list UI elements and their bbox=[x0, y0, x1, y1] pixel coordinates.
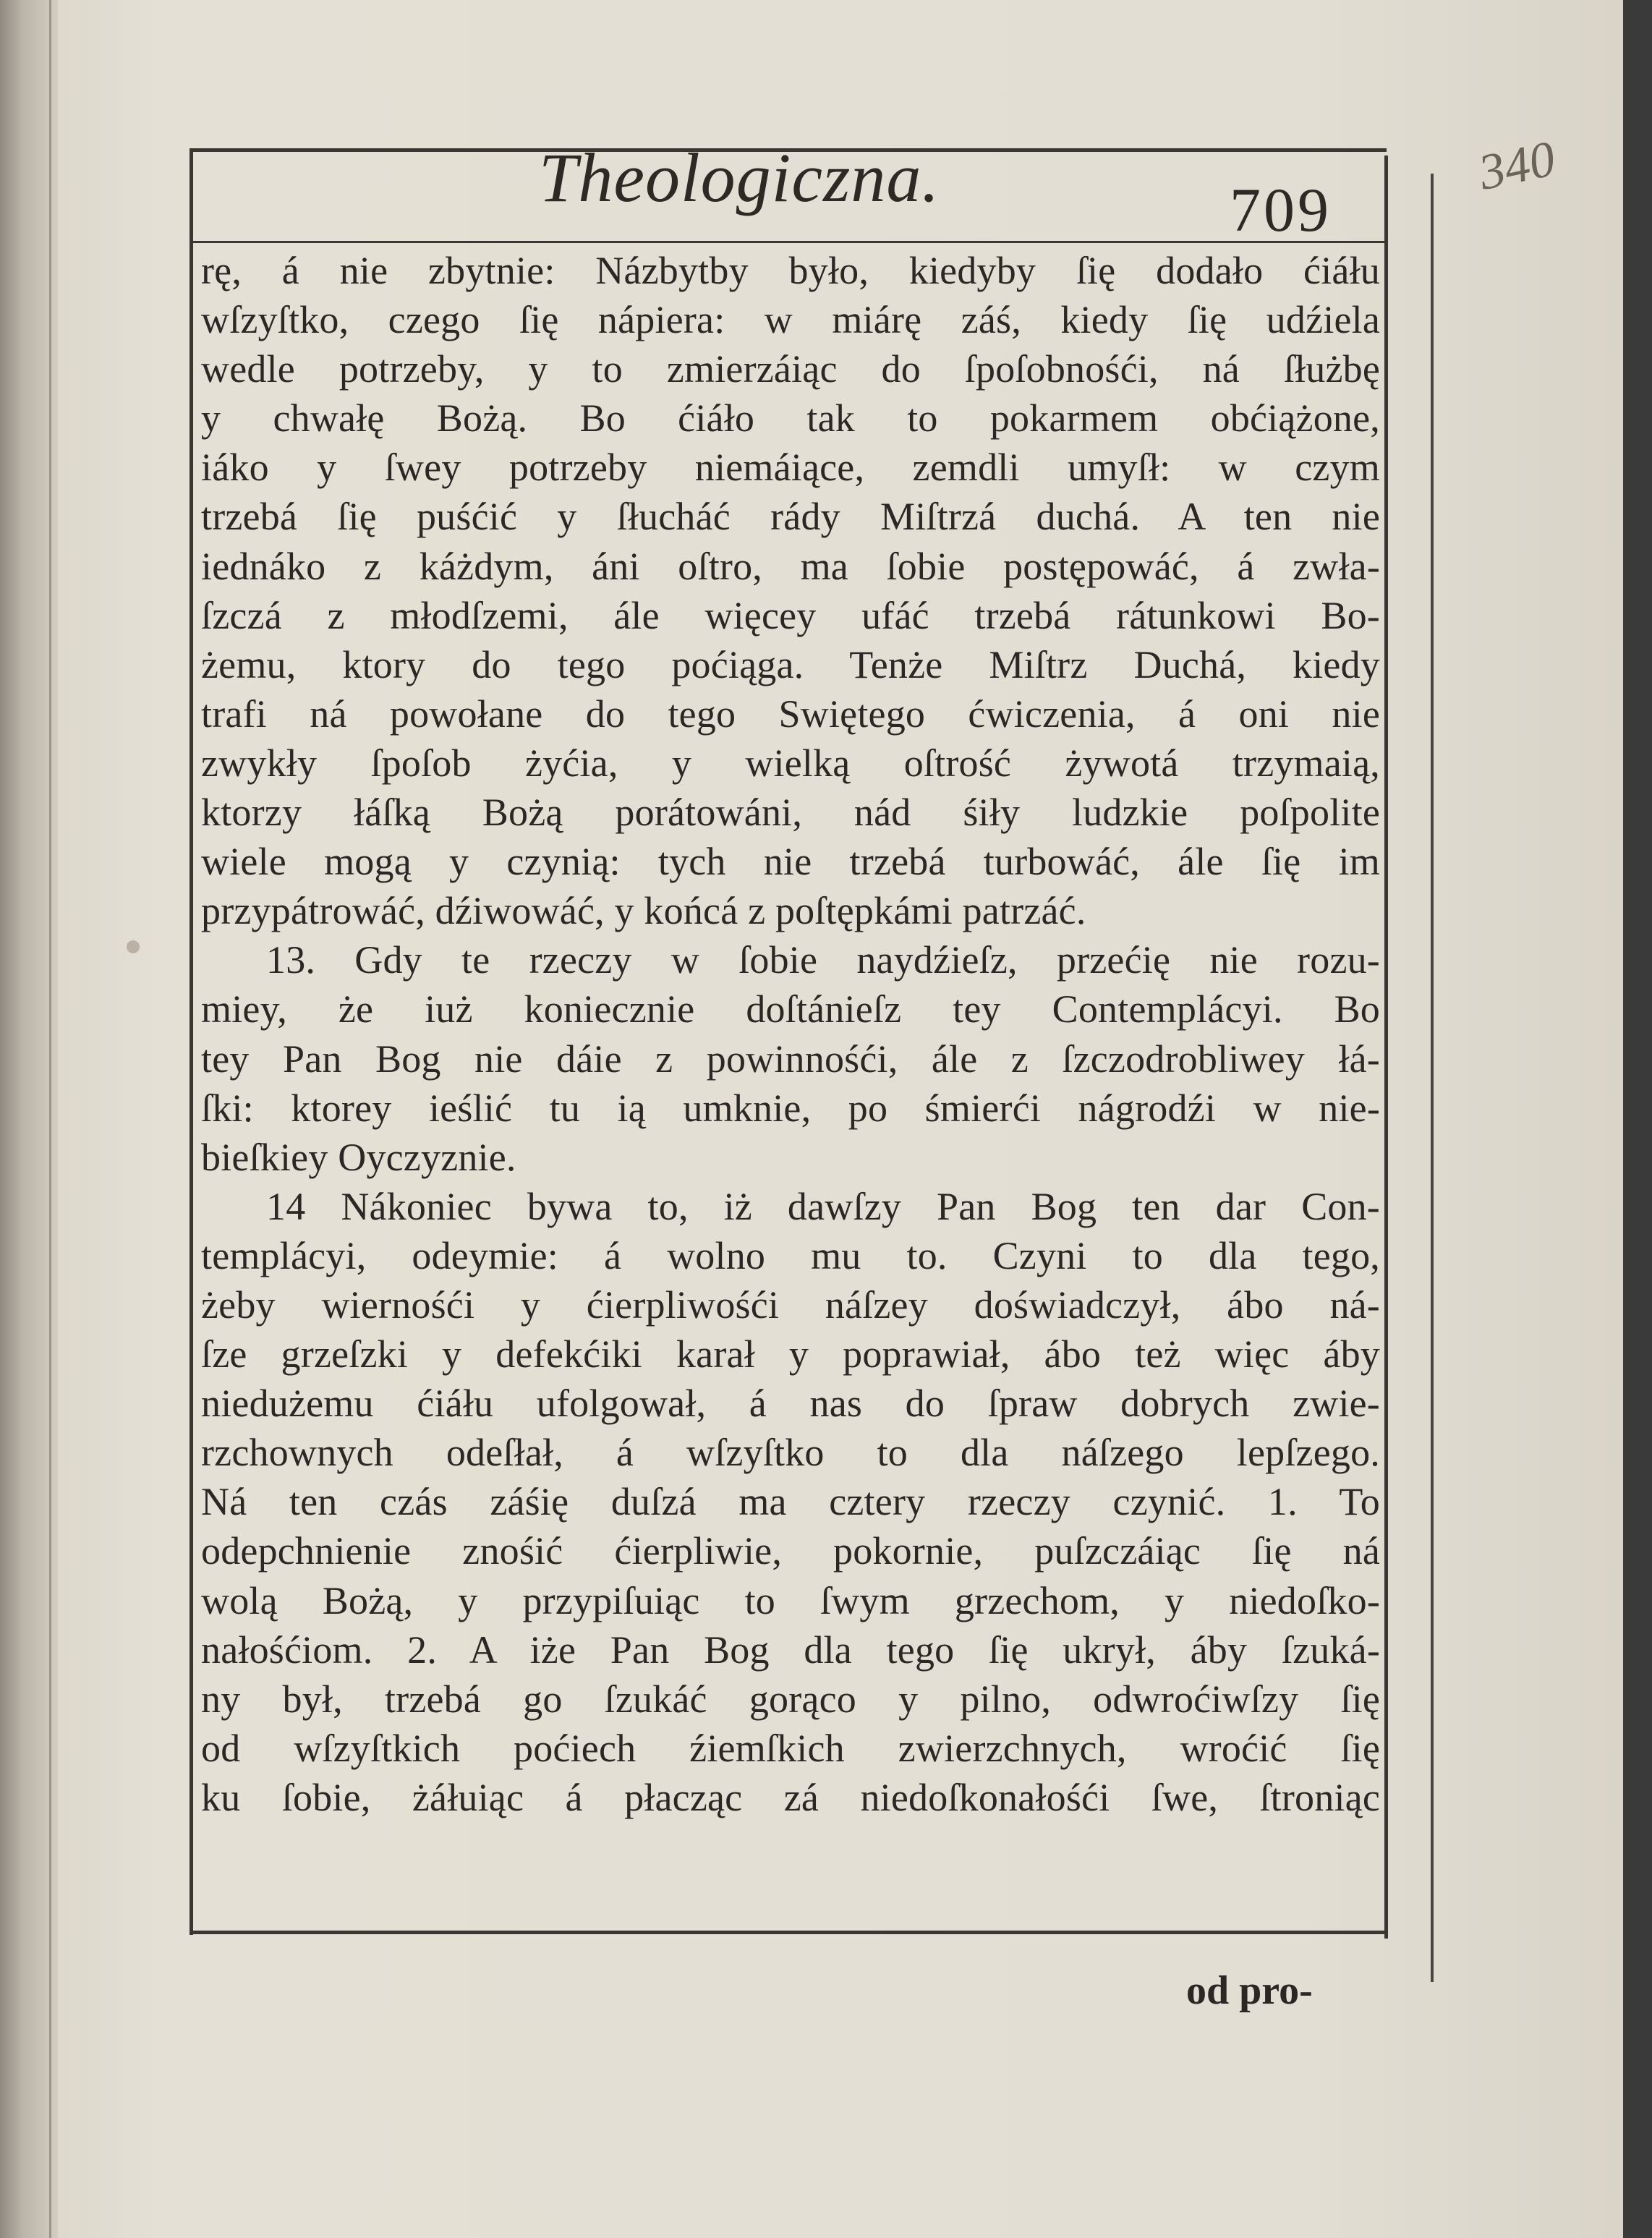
text-line: ktorzy łáſką Bożą porátowáni, nád śiły ludzkie poſpolite bbox=[201, 791, 1380, 835]
body-text bbox=[201, 246, 1380, 1822]
text-line: ſzczá z młodſzemi, ále więcey ufáć trzebá rátunkowi Bo- bbox=[201, 593, 1380, 637]
text-line: rzchownych odeſłał, á wſzyſtko to dla náſzego lepſzego. bbox=[201, 1431, 1380, 1475]
spine-edge bbox=[49, 0, 51, 2238]
text-line: od wſzyſtkich poćiech źiemſkich zwierzchnych, wroćić ſię bbox=[201, 1726, 1380, 1770]
text-line: odepchnienie znośić ćierpliwie, pokornie, puſzczáiąc ſię ná bbox=[201, 1529, 1380, 1573]
text-line: rę, á nie zbytnie: Názbytby było, kiedyby ſię dodało ćiáłu bbox=[201, 249, 1380, 292]
text-line: Ná ten czás záśię duſzá ma cztery rzeczy czynić. 1. To bbox=[201, 1480, 1380, 1524]
text-line: wiele mogą y czynią: tych nie trzebá turbowáć, ále ſię im bbox=[201, 840, 1380, 884]
frame-rule-right bbox=[1384, 156, 1388, 1939]
text-line: ſze grzeſzki y defekćiki karał y poprawiał, ábo też więc áby bbox=[201, 1332, 1380, 1377]
page-number: 709 bbox=[1230, 175, 1332, 244]
paper-stain bbox=[127, 940, 140, 953]
text-line: wedle potrzeby, y to zmierzáiąc do ſpoſobnośći, ná ſłużbę bbox=[201, 347, 1380, 391]
text-line: templácyi, odeymie: á wolno mu to. Czyni to dla tego, bbox=[201, 1233, 1380, 1277]
handwritten-archive-number: 340 bbox=[1474, 130, 1560, 202]
text-line: zwykły ſpoſob żyćia, y wielką oſtrość żywotá trzymaią, bbox=[201, 741, 1380, 785]
text-line: trzebá ſię puśćić y ſłucháć rády Miſtrzá duchá. A ten nie bbox=[201, 495, 1380, 539]
text-line: iáko y ſwey potrzeby niemáiące, zemdli umyſł: w czym bbox=[201, 446, 1380, 490]
text-line: iednáko z káżdym, áni oſtro, ma ſobie postępowáć, á zwła- bbox=[201, 544, 1380, 588]
text-line: miey, że iuż koniecznie doſtánieſz tey Contemplácyi. Bo bbox=[201, 987, 1380, 1031]
text-line: ſki: ktorey ieślić tu ią umknie, po śmierći nágrodźi w nie- bbox=[201, 1086, 1380, 1130]
text-line: niedużemu ćiáłu ufolgował, á nas do ſpraw dobrych zwie- bbox=[201, 1382, 1380, 1426]
text-line: żeby wiernośći y ćierpliwośći náſzey doświadczył, ábo ná- bbox=[201, 1282, 1380, 1327]
frame-rule-bottom bbox=[190, 1931, 1387, 1934]
paragraph-14-start: 14 Nákoniec bywa to, iż dawſzy Pan Bog ten dar Con- bbox=[266, 1184, 1380, 1228]
text-line: bieſkiey Oyczyznie. bbox=[201, 1135, 516, 1179]
frame-rule-header bbox=[190, 241, 1387, 243]
text-line: trafi ná powołane do tego Swiętego ćwiczenia, á oni nie bbox=[201, 692, 1380, 736]
text-line: wolą Bożą, y przypiſuiąc to ſwym grzechom, y niedoſko- bbox=[201, 1578, 1380, 1622]
text-line: przypátrowáć, dźiwowáć, y końcá z poſtępkámi patrzáć. bbox=[201, 889, 1086, 933]
paragraph-13-start: 13. Gdy te rzeczy w ſobie naydźieſz, przećię nie rozu- bbox=[266, 938, 1380, 982]
text-line: ku ſobie, żáłuiąc á płacząc zá niedoſkonałośći ſwe, ſtroniąc bbox=[201, 1775, 1380, 1819]
outer-margin-rule bbox=[1431, 174, 1434, 1982]
frame-rule-left bbox=[190, 148, 193, 1935]
text-line: żemu, ktory do tego poćiąga. Tenże Miſtrz Duchá, kiedy bbox=[201, 642, 1380, 686]
text-line: nałośćiom. 2. A iże Pan Bog dla tego ſię ukrył, áby ſzuká- bbox=[201, 1628, 1380, 1672]
running-head: Theologiczna. bbox=[539, 139, 940, 216]
text-line: wſzyſtko, czego ſię nápiera: w miárę záś, kiedy ſię udźiela bbox=[201, 298, 1380, 342]
text-line: tey Pan Bog nie dáie z powinnośći, ále z ſzczodrobliwey łá- bbox=[201, 1037, 1380, 1081]
text-line: y chwałę Bożą. Bo ćiáło tak to pokarmem obćiążone, bbox=[201, 396, 1380, 441]
catchword: od pro- bbox=[1186, 1968, 1313, 2013]
text-line: ny był, trzebá go ſzukáć gorąco y pilno, odwroćiwſzy ſię bbox=[201, 1677, 1380, 1721]
